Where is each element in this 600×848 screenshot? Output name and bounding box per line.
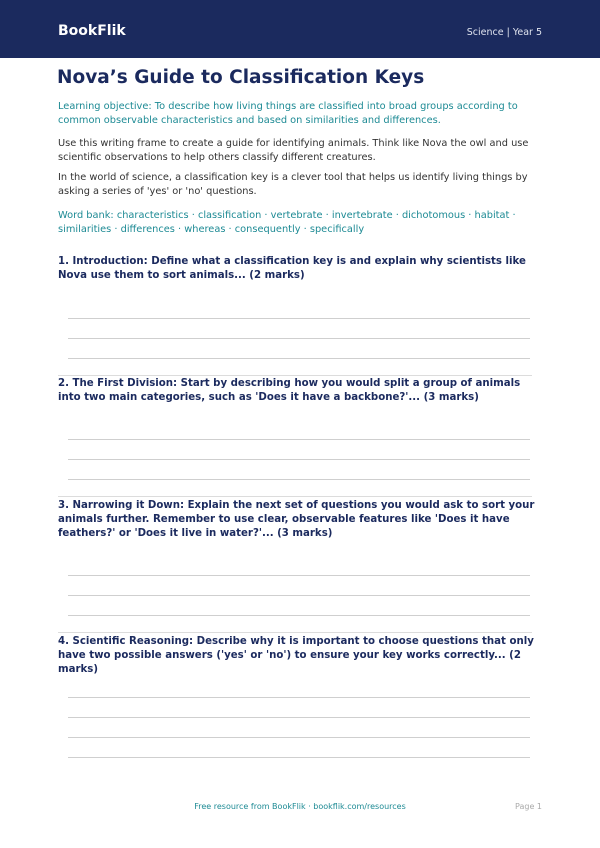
section-divider	[58, 632, 532, 633]
answer-line[interactable]	[68, 459, 530, 460]
answer-line[interactable]	[68, 737, 530, 738]
footer-resource-link[interactable]: Free resource from BookFlik · bookflik.com/resources	[194, 802, 406, 811]
intro-paragraph-2: In the world of science, a classification key is a clever tool that helps us identify living things by asking a series of 'yes' or 'no' questions.	[58, 172, 528, 197]
page-title: Nova’s Guide to Classification Keys	[57, 67, 425, 88]
brand-logo: BookFlik	[58, 23, 126, 39]
subject-year-label: Science | Year 5	[466, 27, 542, 38]
question-4: 4. Scientific Reasoning: Describe why it is important to choose questions that only have two possible answers ('yes' or 'no') to ensure your key works correctly... (2 marks)	[58, 636, 534, 675]
question-2: 2. The First Division: Start by describing how you would split a group of animals into two main categories, such as 'Does it have a backbone?'... (3 marks)	[58, 378, 521, 403]
section-divider	[58, 496, 532, 497]
answer-line[interactable]	[68, 479, 530, 480]
question-1: 1. Introduction: Define what a classification key is and explain why scientists like Nova use them to sort animals... (2 marks)	[58, 256, 526, 281]
answer-line[interactable]	[68, 575, 530, 576]
answer-line[interactable]	[68, 358, 530, 359]
answer-line[interactable]	[68, 439, 530, 440]
answer-line[interactable]	[68, 757, 530, 758]
header-bar	[0, 0, 600, 58]
section-divider	[58, 375, 532, 376]
answer-line[interactable]	[68, 697, 530, 698]
answer-line[interactable]	[68, 338, 530, 339]
page-number: Page 1	[515, 802, 542, 811]
word-bank: Word bank: characteristics · classification · vertebrate · invertebrate · dichotomous · habitat · similarities · differences · whereas · consequently · specifically	[58, 210, 516, 235]
answer-line[interactable]	[68, 615, 530, 616]
answer-line[interactable]	[68, 717, 530, 718]
answer-line[interactable]	[68, 318, 530, 319]
learning-objective: Learning objective: To describe how living things are classified into broad groups according to common observable characteristics and based on similarities and differences.	[58, 101, 518, 126]
answer-line[interactable]	[68, 595, 530, 596]
question-3: 3. Narrowing it Down: Explain the next set of questions you would ask to sort your animals further. Remember to use clear, observable features like 'Does it have feathers?' or 'Does it live in water?'... (3 marks)	[58, 500, 535, 539]
intro-paragraph-1: Use this writing frame to create a guide for identifying animals. Think like Nova the owl and use scientific observations to help others classify different creatures.	[58, 138, 529, 163]
